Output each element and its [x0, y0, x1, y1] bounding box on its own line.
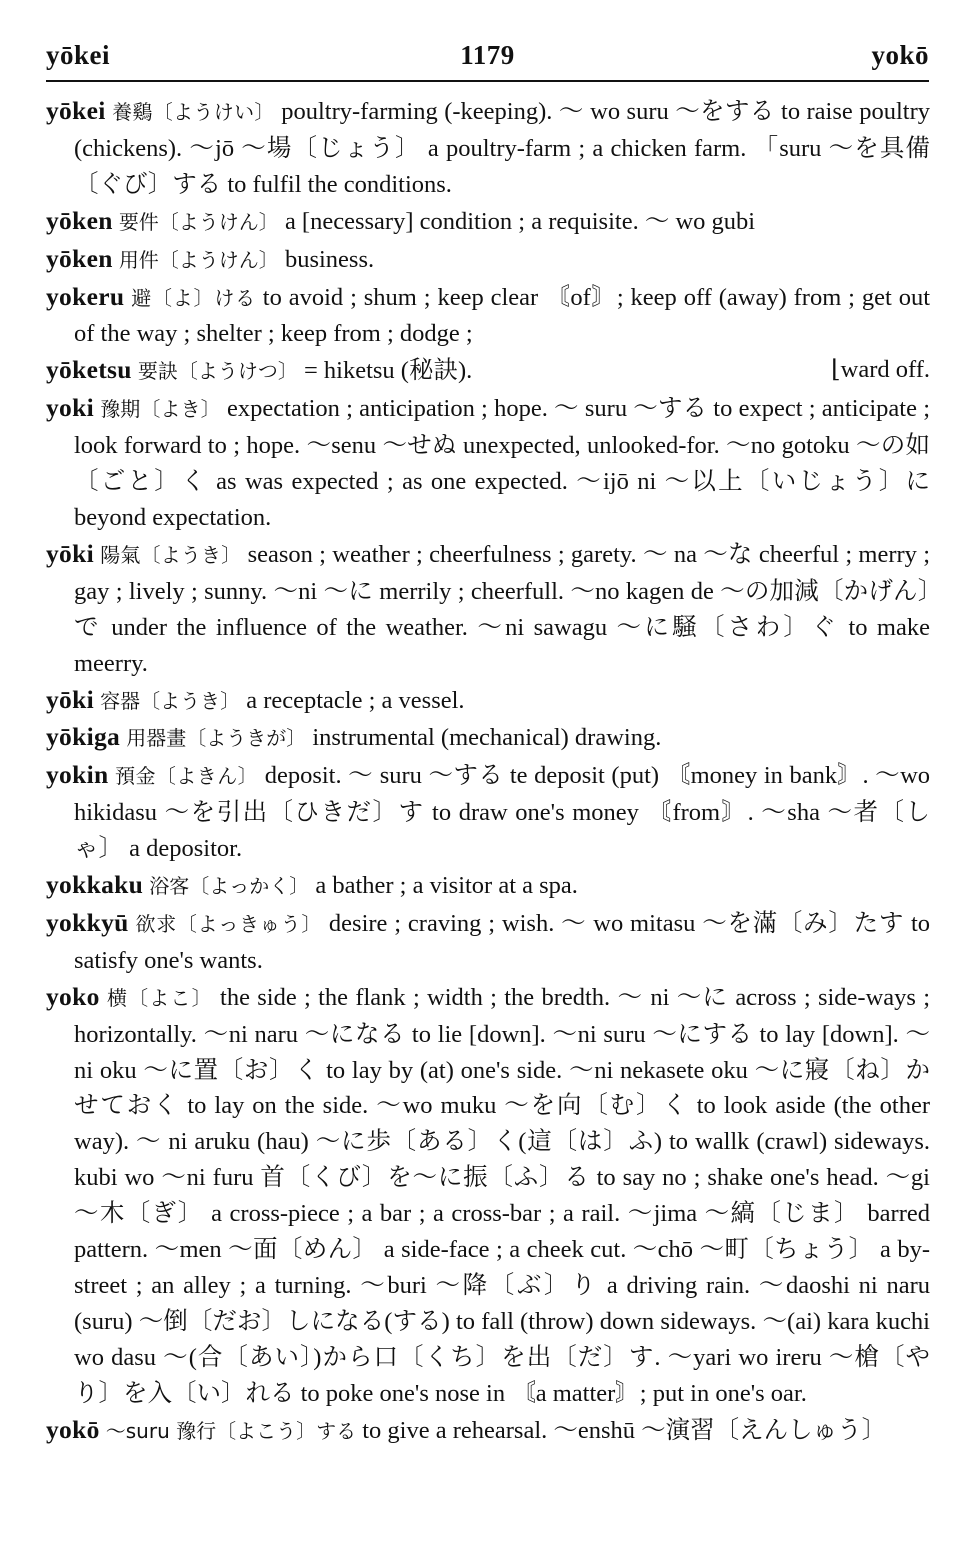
entry-yokkyu: [46, 905, 930, 979]
runover-line: ⌊ward off.: [831, 356, 930, 384]
entry-yokeru: [46, 279, 930, 353]
definition: a [necessary] condition ; a requisite. ～ wo gubi: [284, 207, 756, 235]
headword: yōkei: [46, 96, 106, 125]
definition: = hiketsu (秘訣).: [303, 357, 473, 385]
definition: desire ; craving ; wish. ～ wo mitasu ～を滿〔み〕たす to satisfy one's wants.: [74, 909, 930, 974]
kanji-reading: ～suru 豫行〔よこう〕する: [105, 1418, 357, 1443]
definition: poultry-farming (-keeping). ～ wo suru ～をする to raise poultry (chickens). ～jō ～場〔じょう〕 a poultry-farm ; a chicken farm.: [74, 98, 931, 162]
definition: business.: [284, 245, 375, 273]
headword: yoki: [46, 393, 94, 423]
headword: yokkyū: [46, 907, 129, 937]
definition: expectation ; anticipation ; hope. ～ suru ～する to expect ; anticipate ; look forward to ; hope. ～senu ～せぬ unexpected, unlooked-for. ～no gotoku ～の如〔ごと〕く as was expected ; as one expected. ～ijō ni ～以上〔いじょう〕に beyond expectation.: [74, 395, 931, 531]
kanji-reading: 横〔よこ〕: [106, 985, 213, 1010]
entry-yoken-1: [46, 203, 930, 241]
headword: yōki: [46, 684, 94, 714]
entry-yoki-3: [46, 682, 930, 720]
kanji-reading: 要訣〔ようけつ〕: [137, 359, 298, 384]
runover-line: 「suru ～を具備〔ぐび〕する to fulfil the conditions.: [74, 134, 930, 198]
page-header: [46, 38, 929, 82]
dictionary-entries: [46, 93, 930, 1450]
headword: yōketsu: [46, 355, 132, 385]
definition: the side ; the flank ; width ; the bredth. ～ ni ～に across ; side-ways ; horizontally. ～ni naru ～になる to lie [down]. ～ni suru ～にする to lay [down]. ～ni oku ～に置〔お〕く to lay by (at) one's side. ～ni nekasete oku ～に寢〔ね〕かせておく to lay on the side. ～wo muku ～を向〔む〕く to look aside (the other way). ～ ni aruku (hau) ～に歩〔ある〕く(這〔は〕ふ) to wallk (crawl) sideways. kubi wo ～ni furu 首〔くび〕を～に振〔ふ〕る to say no ; shake one's head. ～gi ～木〔ぎ〕 a cross-piece ; a bar ; a cross-bar ; a rail. ～jima ～縞〔じま〕 barred pattern. ～men ～面〔めん〕 a side-face ; a cheek cut. ～chō ～町〔ちょう〕 a by-street ; an alley ; a turning. ～buri ～降〔ぶ〕り a driving rain. ～daoshi ni naru (suru) ～倒〔だお〕しになる(する) to fall (throw) down sideways. ～(ai) kara kuchi wo dasu ～(合〔あい〕)から口〔くち〕を出〔だ〕す. ～yari wo ireru ～槍〔やり〕を入〔い〕れる to poke one's nose in 〘a matter〙; put in one's oar.: [74, 983, 931, 1407]
kanji-reading: 要件〔ようけん〕: [118, 209, 279, 234]
headword: yokin: [46, 760, 109, 790]
headword: yokeru: [46, 281, 125, 311]
page-number: 1179: [460, 40, 515, 70]
kanji-reading: 陽氣〔ようき〕: [100, 542, 242, 567]
entry-yoken-2: [46, 241, 930, 279]
definition: to avoid ; shum ; keep clear 〘of〙; keep off (away) from ; get out of the way ; shelter ; keep from ; dodge ;: [74, 283, 931, 348]
left-guide-word: yōkei: [46, 40, 111, 70]
entry-yoki-2: [46, 536, 930, 682]
kanji-reading: 浴客〔よっかく〕: [149, 874, 310, 899]
headword: yoko: [46, 981, 100, 1011]
kanji-reading: 避〔よ〕ける: [131, 285, 256, 310]
kanji-reading: 預金〔よきん〕: [115, 764, 259, 789]
entry-yoketsu: [46, 352, 930, 390]
kanji-reading: 欲求〔よっきゅう〕: [135, 911, 323, 936]
kanji-reading: 用器畫〔ようきが〕: [126, 726, 307, 751]
definition: deposit. ～ suru ～する te deposit (put) 〘money in bank〙. ～wo hikidasu ～を引出〔ひきだ〕す to draw one's money 〘from〙. ～sha ～者〔しゃ〕 a depositor.: [74, 762, 931, 863]
definition: a bather ; a visitor at a spa.: [315, 872, 578, 900]
headword: yōken: [46, 243, 113, 273]
headword: yokō: [46, 1414, 100, 1444]
kanji-reading: 用件〔ようけん〕: [118, 247, 279, 272]
entry-yoko-rehearsal: [46, 1412, 930, 1450]
definition: season ; weather ; cheerfulness ; garety. ～ na ～な cheerful ; merry ; gay ; lively ; sunny. ～ni ～に merrily ; cheerfull. ～no kagen de ～の加減〔かげん〕で under the influence of the weather. ～ni sawagu ～に騒〔さわ〕ぐ to make meerry.: [74, 540, 931, 677]
kanji-reading: 容器〔ようき〕: [100, 688, 241, 713]
right-guide-word: yokō: [871, 40, 929, 70]
headword: yokkaku: [46, 870, 144, 900]
headword: yōken: [46, 205, 113, 235]
entry-yoki-1: [46, 390, 930, 536]
entry-yokei: [46, 93, 930, 203]
kanji-reading: 養鷄〔ようけい〕: [112, 100, 275, 124]
definition: a receptacle ; a vessel.: [246, 686, 465, 714]
headword: yōki: [46, 538, 94, 568]
kanji-reading: 豫期〔よき〕: [100, 397, 221, 422]
entry-yokkaku: [46, 867, 930, 905]
entry-yoko: [46, 979, 930, 1412]
entry-yokin: [46, 757, 930, 867]
headword: yōkiga: [46, 722, 121, 752]
entry-yokiga: [46, 719, 930, 757]
definition: to give a rehearsal. ～enshū ～演習〔えんしゅう〕: [362, 1416, 887, 1444]
definition: instrumental (mechanical) drawing.: [312, 724, 662, 752]
